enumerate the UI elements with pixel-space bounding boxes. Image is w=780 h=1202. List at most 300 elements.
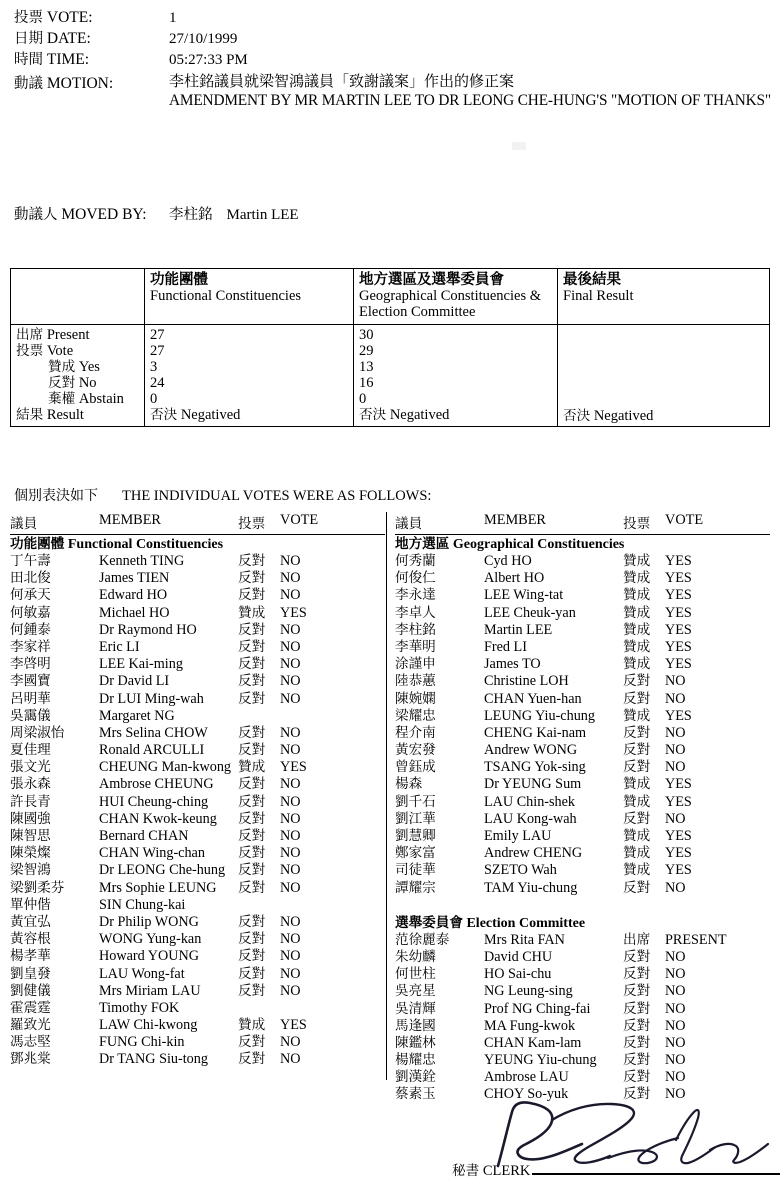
fc-no: 24	[150, 375, 165, 392]
meta-label-en: TIME:	[46, 51, 90, 68]
member-name-en: Dr Philip WONG	[99, 913, 199, 930]
moved-by-label	[14, 203, 169, 224]
fc-vote: 27	[150, 343, 165, 360]
moved-by-value	[169, 203, 299, 224]
vote-row	[10, 776, 395, 793]
member-vote-en: YES	[280, 604, 307, 621]
member-vote-zh: 反對	[238, 810, 266, 827]
motion-label-en: MOTION:	[46, 75, 114, 92]
member-name-zh: 羅致光	[10, 1017, 51, 1034]
member-vote-zh: 贊成	[238, 759, 266, 776]
vote-section-title-zh: 地方選區	[395, 536, 450, 552]
vote-row	[395, 742, 780, 759]
member-vote-en: NO	[280, 553, 301, 569]
member-vote-en: NO	[280, 621, 301, 638]
member-vote-zh: 反對	[238, 776, 266, 793]
member-vote-zh: 反對	[238, 742, 266, 759]
member-vote-en: NO	[280, 810, 301, 827]
member-vote-zh: 反對	[623, 948, 651, 965]
member-name-en: FUNG Chi-kin	[99, 1034, 185, 1051]
vote-row	[10, 656, 395, 673]
vote-row	[10, 639, 395, 656]
member-vote-en: NO	[665, 759, 686, 776]
member-name-en: James TIEN	[99, 570, 170, 587]
motion-label	[14, 72, 169, 93]
stat-label-yes: 贊成 Yes	[48, 359, 100, 376]
member-vote-en: YES	[280, 759, 307, 776]
member-name-zh: 張文光	[10, 759, 51, 776]
vote-row	[10, 897, 395, 914]
member-name-en: Emily LAU	[484, 828, 552, 844]
member-vote-zh: 贊成	[623, 553, 651, 569]
member-name-en: Dr LEONG Che-hung	[99, 862, 226, 879]
member-vote-en: YES	[665, 570, 692, 587]
vote-row	[395, 1086, 780, 1103]
section-gap	[395, 897, 780, 914]
summary-header-final-en: Final Result	[563, 288, 634, 304]
member-vote-en: NO	[665, 948, 686, 965]
member-name-zh: 李啓明	[10, 656, 51, 673]
member-vote-zh: 反對	[623, 759, 651, 776]
meta-value: 27/10/1999	[169, 31, 238, 47]
member-vote-en: NO	[280, 742, 301, 759]
vote-row	[395, 553, 780, 570]
member-vote-zh: 反對	[623, 1034, 651, 1051]
member-vote-zh: 贊成	[623, 587, 651, 604]
member-vote-zh: 反對	[238, 673, 266, 690]
member-name-zh: 劉漢銓	[395, 1069, 436, 1086]
member-vote-zh: 反對	[238, 982, 266, 999]
member-vote-en: NO	[665, 879, 686, 896]
vote-column-left	[10, 512, 395, 1069]
vote-section-title	[395, 914, 780, 932]
member-vote-zh: 反對	[238, 965, 266, 982]
vote-row	[10, 845, 395, 862]
member-name-zh: 何鍾泰	[10, 621, 51, 638]
member-vote-en: NO	[665, 1069, 686, 1086]
vote-row	[395, 759, 780, 776]
gc-result: 否決 Negatived	[359, 407, 450, 424]
member-name-zh: 朱幼麟	[395, 948, 436, 965]
member-vote-zh: 反對	[238, 1051, 266, 1068]
member-name-zh: 劉千石	[395, 793, 436, 810]
member-name-en: David CHU	[484, 948, 553, 965]
vote-row	[395, 708, 780, 725]
vote-row	[395, 845, 780, 862]
individual-votes-area	[0, 512, 780, 1103]
clerk-label-zh: 秘書	[452, 1163, 480, 1179]
member-vote-en: NO	[280, 656, 301, 673]
member-name-zh: 楊耀忠	[395, 1052, 436, 1069]
moved-by-name-en: Martin LEE	[226, 207, 299, 223]
member-vote-en: NO	[665, 1034, 686, 1051]
member-vote-zh: 反對	[238, 913, 266, 930]
member-vote-en: YES	[665, 638, 692, 655]
member-name-en: Dr YEUNG Sum	[484, 776, 582, 793]
member-name-zh: 司徒華	[395, 862, 436, 879]
member-vote-en: NO	[280, 948, 301, 965]
moved-by-name-zh: 李柱銘	[169, 207, 213, 223]
member-vote-en: NO	[665, 742, 686, 759]
member-name-zh: 李國寶	[10, 673, 51, 690]
member-vote-zh: 贊成	[623, 656, 651, 673]
member-vote-zh: 反對	[238, 828, 266, 844]
moved-by-label-zh: 動議人	[14, 207, 58, 223]
summary-header-functional	[145, 269, 354, 325]
member-vote-en: NO	[665, 1086, 686, 1103]
member-vote-en: NO	[280, 862, 301, 879]
member-vote-zh: 反對	[623, 1069, 651, 1086]
member-name-en: Andrew WONG	[484, 742, 578, 759]
member-name-en: Andrew CHENG	[484, 845, 583, 862]
column-header-vote-zh: 投票	[623, 516, 651, 531]
member-name-en: Ambrose CHEUNG	[99, 776, 214, 793]
meta-label-zh: 時間	[14, 52, 43, 68]
member-name-en: CHAN Wing-chan	[99, 845, 205, 862]
member-name-en: Prof NG Ching-fai	[484, 1000, 591, 1017]
column-header-member-zh: 議員	[10, 516, 38, 531]
member-vote-en: YES	[665, 604, 692, 621]
member-name-zh: 黃宏發	[395, 742, 436, 759]
summary-header-row	[11, 269, 770, 325]
vote-row	[10, 587, 395, 604]
vote-summary-table	[10, 268, 770, 427]
vote-row	[10, 966, 395, 983]
vote-row	[395, 794, 780, 811]
vote-row	[10, 742, 395, 759]
fc-yes: 3	[150, 359, 158, 376]
gc-vote: 29	[359, 343, 374, 360]
member-vote-en: NO	[665, 1000, 686, 1017]
member-vote-en: NO	[665, 966, 686, 983]
member-vote-en: YES	[280, 1017, 307, 1034]
member-vote-en: NO	[280, 570, 301, 587]
member-name-zh: 李華明	[395, 638, 436, 655]
member-vote-zh: 反對	[623, 673, 651, 690]
vote-row	[395, 932, 780, 949]
member-vote-zh: 反對	[238, 553, 266, 569]
member-vote-zh: 反對	[623, 1052, 651, 1069]
vote-row	[395, 691, 780, 708]
member-vote-zh: 反對	[623, 690, 651, 707]
vote-row	[395, 673, 780, 690]
member-name-zh: 吳亮星	[395, 983, 436, 1000]
stat-label-present: 出席 Present	[16, 327, 90, 343]
member-name-zh: 范徐麗泰	[395, 931, 450, 948]
vote-section-title-en: Election Committee	[466, 915, 586, 931]
member-vote-en: YES	[665, 862, 692, 879]
vote-row	[10, 691, 395, 708]
meta-label-zh: 投票	[14, 10, 43, 26]
member-vote-en: NO	[280, 793, 301, 810]
stat-label-no: 反對 No	[48, 375, 97, 392]
meta-label-zh: 日期	[14, 31, 43, 47]
member-vote-zh: 反對	[238, 1034, 266, 1051]
member-vote-en: NO	[280, 724, 301, 741]
member-name-en: HUI Cheung-ching	[99, 793, 209, 810]
member-vote-zh: 贊成	[623, 828, 651, 844]
member-name-en: Michael HO	[99, 604, 170, 621]
member-vote-zh: 贊成	[623, 707, 651, 724]
member-name-zh: 何世柱	[395, 966, 436, 983]
vote-row	[10, 880, 395, 897]
vote-row	[10, 622, 395, 639]
vote-row	[395, 570, 780, 587]
member-vote-zh: 贊成	[623, 776, 651, 793]
member-name-zh: 田北俊	[10, 570, 51, 587]
summary-values-geographical	[354, 325, 558, 427]
member-vote-en: YES	[665, 845, 692, 862]
member-vote-zh: 反對	[623, 1086, 651, 1103]
meta-row	[14, 27, 766, 48]
member-name-en: Dr TANG Siu-tong	[99, 1051, 208, 1068]
member-vote-zh: 贊成	[623, 845, 651, 862]
vote-section-title	[10, 535, 395, 553]
member-vote-zh: 反對	[623, 879, 651, 896]
member-vote-en: YES	[665, 828, 692, 844]
member-name-en: CHENG Kai-nam	[484, 724, 587, 741]
member-name-zh: 梁耀忠	[395, 707, 436, 724]
vote-row	[10, 553, 395, 570]
member-vote-en: NO	[280, 638, 301, 655]
vote-row	[10, 811, 395, 828]
member-vote-zh: 反對	[623, 1000, 651, 1017]
column-header-member-zh: 議員	[395, 516, 423, 531]
member-name-en: Dr LUI Ming-wah	[99, 690, 204, 707]
member-name-zh: 周梁淑怡	[10, 724, 65, 741]
member-name-zh: 譚耀宗	[395, 879, 436, 896]
clerk-label-en: CLERK	[482, 1163, 531, 1179]
member-name-en: Mrs Sophie LEUNG	[99, 879, 217, 896]
member-vote-en: YES	[665, 553, 692, 569]
vote-row	[10, 708, 395, 725]
member-name-zh: 何承天	[10, 587, 51, 604]
summary-values-functional	[145, 325, 354, 427]
summary-body-row	[11, 325, 770, 427]
member-name-en: TSANG Yok-sing	[484, 759, 586, 776]
member-name-en: Kenneth TING	[99, 553, 185, 569]
member-name-zh: 呂明華	[10, 690, 51, 707]
member-name-en: CHAN Kam-lam	[484, 1034, 582, 1051]
member-name-en: CHAN Kwok-keung	[99, 810, 217, 827]
clerk-label	[452, 1159, 530, 1180]
member-name-zh: 楊孝華	[10, 948, 51, 965]
member-vote-zh: 反對	[623, 1017, 651, 1034]
summary-values-final	[558, 325, 770, 427]
member-vote-en: NO	[280, 1034, 301, 1051]
member-name-en: James TO	[484, 656, 541, 673]
summary-header-geographical	[354, 269, 558, 325]
member-name-en: Mrs Miriam LAU	[99, 982, 201, 999]
member-name-zh: 陳婉嫻	[395, 690, 436, 707]
vote-row	[395, 949, 780, 966]
fc-present: 27	[150, 327, 165, 343]
gc-abstain: 0	[359, 391, 367, 408]
member-vote-zh: 贊成	[623, 862, 651, 879]
member-vote-en: NO	[665, 810, 686, 827]
member-name-en: Bernard CHAN	[99, 828, 189, 844]
member-name-zh: 鄧兆棠	[10, 1051, 51, 1068]
member-name-en: WONG Yung-kan	[99, 931, 202, 948]
vote-row	[10, 605, 395, 622]
member-name-zh: 劉江華	[395, 810, 436, 827]
moved-by-block	[14, 203, 299, 224]
member-name-zh: 單仲偕	[10, 896, 51, 913]
member-name-en: Ambrose LAU	[484, 1069, 569, 1086]
member-vote-en: NO	[665, 673, 686, 690]
member-name-en: Dr Raymond HO	[99, 621, 197, 638]
member-vote-zh: 出席	[623, 931, 651, 948]
meta-label	[14, 6, 169, 27]
member-vote-zh: 反對	[623, 966, 651, 983]
member-name-en: Mrs Selina CHOW	[99, 724, 208, 741]
member-name-zh: 許長青	[10, 793, 51, 810]
member-vote-en: NO	[280, 845, 301, 862]
member-vote-zh: 贊成	[623, 570, 651, 587]
meta-row	[14, 6, 766, 27]
vote-row	[395, 1052, 780, 1069]
fc-result: 否決 Negatived	[150, 407, 241, 424]
member-name-en: LEE Cheuk-yan	[484, 604, 576, 621]
member-name-en: Eric LI	[99, 638, 140, 655]
member-name-zh: 李柱銘	[395, 621, 436, 638]
vote-row	[10, 983, 395, 1000]
member-vote-en: NO	[665, 1052, 686, 1069]
column-header-member-en: MEMBER	[99, 512, 161, 528]
member-name-zh: 何俊仁	[395, 570, 436, 587]
member-name-en: Ronald ARCULLI	[99, 742, 205, 759]
member-vote-en: NO	[280, 982, 301, 999]
vote-row	[395, 828, 780, 845]
member-name-en: HO Sai-chu	[484, 966, 552, 983]
meta-row	[14, 48, 766, 69]
member-vote-zh: 反對	[623, 983, 651, 1000]
vote-column-right	[395, 512, 780, 1104]
vote-row	[395, 880, 780, 897]
member-name-en: TAM Yiu-chung	[484, 879, 578, 896]
fc-abstain: 0	[150, 391, 158, 408]
member-vote-en: YES	[665, 707, 692, 724]
member-name-en: CHOY So-yuk	[484, 1086, 569, 1103]
motion-text-zh: 李柱銘議員就梁智鴻議員「致謝議案」作出的修正案	[169, 72, 515, 90]
member-name-zh: 何秀蘭	[395, 553, 436, 569]
vote-row	[395, 811, 780, 828]
member-name-zh: 劉皇發	[10, 965, 51, 982]
member-name-en: Cyd HO	[484, 553, 532, 569]
vote-column-header	[395, 512, 780, 534]
individual-votes-intro	[14, 485, 431, 505]
member-name-zh: 陳國強	[10, 810, 51, 827]
member-vote-en: NO	[280, 1051, 301, 1068]
vote-row	[395, 725, 780, 742]
summary-stat-labels	[11, 325, 145, 427]
member-vote-zh: 反對	[238, 879, 266, 896]
summary-header-blank	[11, 269, 145, 325]
member-vote-zh: 反對	[623, 724, 651, 741]
member-name-zh: 李家祥	[10, 638, 51, 655]
vote-row	[395, 776, 780, 793]
gc-no: 16	[359, 375, 374, 392]
member-name-zh: 夏佳理	[10, 742, 51, 759]
member-vote-zh: 贊成	[623, 604, 651, 621]
vote-row	[10, 1017, 395, 1034]
member-name-en: CHAN Yuen-han	[484, 690, 582, 707]
vote-row	[10, 862, 395, 879]
member-name-zh: 李卓人	[395, 604, 436, 621]
member-name-en: Fred LI	[484, 638, 527, 655]
member-name-zh: 陳鑑林	[395, 1034, 436, 1051]
member-vote-zh: 反對	[238, 587, 266, 604]
member-name-en: Margaret NG	[99, 707, 175, 724]
individual-intro-en: THE INDIVIDUAL VOTES WERE AS FOLLOWS:	[122, 488, 432, 504]
vote-row	[395, 983, 780, 1000]
member-vote-zh: 反對	[623, 810, 651, 827]
column-header-vote-en: VOTE	[665, 512, 704, 528]
member-vote-en: NO	[280, 673, 301, 690]
vote-row	[395, 622, 780, 639]
member-name-zh: 劉健儀	[10, 982, 51, 999]
member-vote-zh: 反對	[238, 862, 266, 879]
meta-label-en: VOTE:	[46, 9, 93, 26]
member-vote-en: NO	[280, 965, 301, 982]
vote-row	[10, 828, 395, 845]
member-vote-zh: 反對	[238, 570, 266, 587]
vote-row	[395, 1069, 780, 1086]
vote-row	[395, 605, 780, 622]
vote-row	[10, 1000, 395, 1017]
member-name-zh: 涂謹申	[395, 656, 436, 673]
member-name-zh: 霍震霆	[10, 999, 51, 1016]
member-name-en: CHEUNG Man-kwong	[99, 759, 232, 776]
vote-section-title-zh: 選舉委員會	[395, 914, 463, 931]
meta-value: 1	[169, 10, 177, 26]
vote-row	[10, 914, 395, 931]
vote-row	[10, 794, 395, 811]
member-vote-en: NO	[280, 931, 301, 948]
member-name-zh: 張永森	[10, 776, 51, 793]
motion-label-zh: 動議	[14, 76, 43, 92]
member-vote-zh: 贊成	[623, 638, 651, 655]
vote-section-title-zh: 功能團體	[10, 536, 65, 552]
member-vote-zh: 贊成	[623, 793, 651, 810]
vote-row	[10, 931, 395, 948]
member-vote-en: NO	[280, 828, 301, 844]
member-vote-zh: 贊成	[623, 621, 651, 638]
vote-row	[395, 587, 780, 604]
member-name-en: NG Leung-sing	[484, 983, 573, 1000]
vote-section-title	[395, 535, 780, 553]
member-name-zh: 黃宜弘	[10, 913, 51, 930]
column-header-vote-en: VOTE	[280, 512, 319, 528]
clerk-signature-line	[532, 1158, 780, 1175]
member-vote-en: YES	[665, 656, 692, 673]
clerk-signature-block	[452, 1158, 780, 1180]
vote-column-header	[10, 512, 395, 534]
motion-text-en: AMENDMENT BY MR MARTIN LEE TO DR LEONG CHE-HUNG'S "MOTION OF THANKS"	[169, 92, 771, 109]
member-name-en: LEE Wing-tat	[484, 587, 564, 604]
member-name-zh: 陳榮燦	[10, 845, 51, 862]
member-name-zh: 黃容根	[10, 931, 51, 948]
vote-row	[395, 1001, 780, 1018]
member-name-zh: 程介南	[395, 724, 436, 741]
member-name-en: LAU Chin-shek	[484, 793, 576, 810]
member-vote-en: NO	[665, 983, 686, 1000]
member-name-zh: 丁午壽	[10, 553, 51, 569]
member-vote-en: NO	[280, 776, 301, 793]
individual-intro-zh: 個別表決如下	[14, 488, 98, 504]
motion-block	[14, 72, 771, 110]
vote-row	[395, 1035, 780, 1052]
